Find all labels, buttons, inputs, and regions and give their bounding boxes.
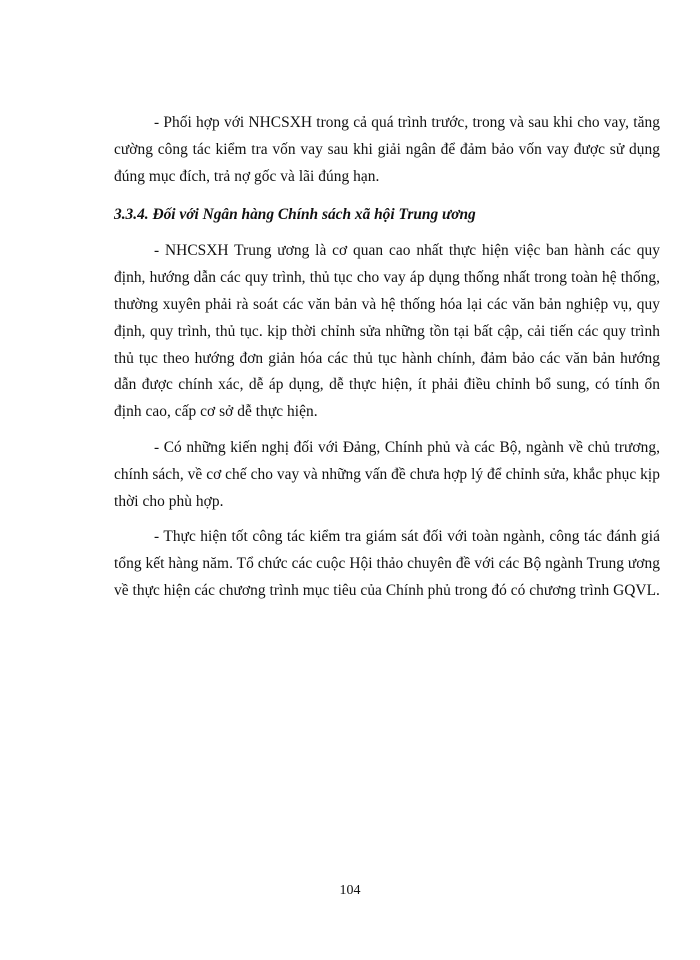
paragraph-supervision: - Thực hiện tốt công tác kiểm tra giám sát đối với toàn ngành, công tác đánh giá tổng kết hàng năm. Tổ chức các cuộc Hội thảo chuyên đề với các Bộ ngành Trung ương về thực hiện các chương trình mục tiêu của Chính phủ trong đó có chương trình GQVL. — [114, 528, 660, 599]
paragraph-central-bank-role: - NHCSXH Trung ương là cơ quan cao nhất thực hiện việc ban hành các quy định, hướng dẫn các quy trình, thủ tục cho vay áp dụng thống nhất trong toàn hệ thống, thường xuyên phải rà soát các văn bản và hệ thống hóa lại các văn bản nghiệp vụ, quy định, quy trình, thủ tục. kịp thời chỉnh sửa những tồn tại bất cập, cải tiến các quy trình thủ tục theo hướng đơn giản hóa các thủ tục hành chính, đảm bảo các văn bản hướng dẫn được chính xác, dễ áp dụng, dễ thực hiện, ít phải điều chỉnh bổ sung, có tính ổn định cao, cấp cơ sở dễ thực hiện. — [114, 242, 660, 421]
paragraph-recommendations: - Có những kiến nghị đối với Đảng, Chính phủ và các Bộ, ngành về chủ trương, chính sách, về cơ chế cho vay và những vấn đề chưa hợp lý để chỉnh sửa, khắc phục kịp thời cho phù hợp. — [114, 438, 661, 510]
paragraph-coordination: - Phối hợp với NHCSXH trong cả quá trình trước, trong và sau khi cho vay, tăng cường công tác kiểm tra vốn vay sau khi giải ngân để đảm bảo vốn vay được sử dụng đúng mục đích, trả nợ gốc và lãi đúng hạn. — [114, 114, 660, 185]
document-body — [114, 110, 660, 605]
section-heading: 3.3.4. Đối với Ngân hàng Chính sách xã hội Trung ương — [114, 206, 476, 224]
page-number: 104 — [339, 883, 361, 898]
